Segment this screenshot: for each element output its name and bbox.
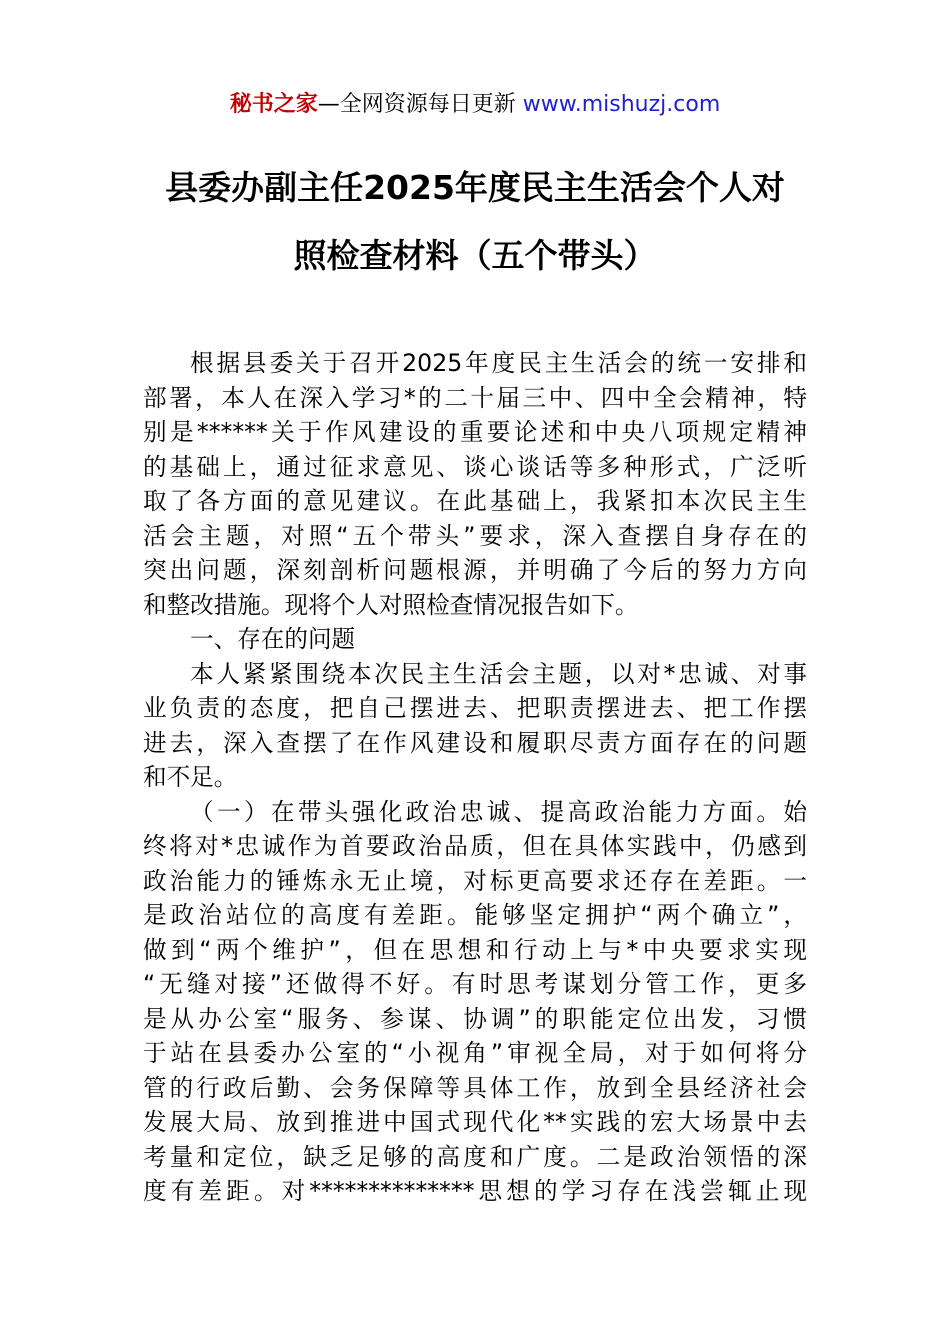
paragraph-line: （一）在带头强化政治忠诚、提高政治能力方面。始 — [190, 797, 807, 826]
section-heading: 一、存在的问题 — [190, 625, 356, 653]
paragraph-line: 进去，深入查摆了在作风建设和履职尽责方面存在的问题 — [143, 728, 807, 757]
site-header — [0, 88, 950, 122]
paragraph-line: 取了各方面的意见建议。在此基础上，我紧扣本次民主生 — [143, 487, 807, 515]
paragraph-line: 突出问题，深刻剖析问题根源，并明确了今后的努力方向 — [143, 556, 807, 584]
site-tagline: —全网资源每日更新 — [317, 92, 523, 117]
paragraph-line: 发展大局、放到推进中国式现代化**实践的宏大场景中去 — [143, 1108, 807, 1136]
paragraph-line: 考量和定位，缺乏足够的高度和广度。二是政治领悟的深 — [143, 1142, 807, 1171]
paragraph-line: 和不足。 — [143, 763, 238, 791]
paragraph-line: 部署，本人在深入学习*的二十届三中、四中全会精神，特 — [143, 383, 807, 412]
paragraph-line: 于站在县委办公室的“小视角”审视全局，对于如何将分 — [143, 1039, 807, 1067]
paragraph-line: 终将对*忠诚作为首要政治品质，但在具体实践中，仍感到 — [143, 832, 807, 860]
paragraph-line: 是从办公室“服务、参谋、协调”的职能定位出发，习惯 — [143, 1004, 807, 1033]
title-line-2: 照检查材料（五个带头） — [293, 236, 657, 275]
site-brand: 秘书之家 — [229, 92, 318, 117]
document-body — [143, 346, 807, 1209]
document-title — [120, 154, 830, 290]
paragraph-line: “无缝对接”还做得不好。有时思考谋划分管工作，更多 — [143, 970, 807, 998]
paragraph-line: 管的行政后勤、会务保障等具体工作，放到全县经济社会 — [143, 1073, 807, 1102]
paragraph-line: 做到“两个维护”，但在思想和行动上与*中央要求实现 — [143, 935, 807, 964]
paragraph-line: 是政治站位的高度有差距。能够坚定拥护“两个确立”， — [143, 901, 807, 929]
paragraph-line: 活会主题，对照“五个带头”要求，深入查摆自身存在的 — [143, 521, 807, 550]
paragraph-line: 政治能力的锤炼永无止境，对标更高要求还存在差距。一 — [143, 866, 807, 895]
site-url-link[interactable]: www.mishuzj.com — [522, 92, 721, 117]
paragraph-line: 业负责的态度，把自己摆进去、把职责摆进去、把工作摆 — [143, 694, 807, 722]
paragraph-line: 和整改措施。现将个人对照检查情况报告如下。 — [143, 590, 639, 619]
paragraph-line: 本人紧紧围绕本次民主生活会主题，以对*忠诚、对事 — [190, 659, 807, 688]
paragraph-line: 的基础上，通过征求意见、谈心谈话等多种形式，广泛听 — [143, 452, 807, 481]
title-line-1: 县委办副主任2025年度民主生活会个人对 — [165, 168, 785, 207]
paragraph-line: 度有差距。对**************思想的学习存在浅尝辄止现 — [143, 1177, 807, 1205]
paragraph-line: 别是******关于作风建设的重要论述和中央八项规定精神 — [143, 418, 807, 446]
paragraph-line: 根据县委关于召开2025年度民主生活会的统一安排和 — [190, 349, 807, 377]
